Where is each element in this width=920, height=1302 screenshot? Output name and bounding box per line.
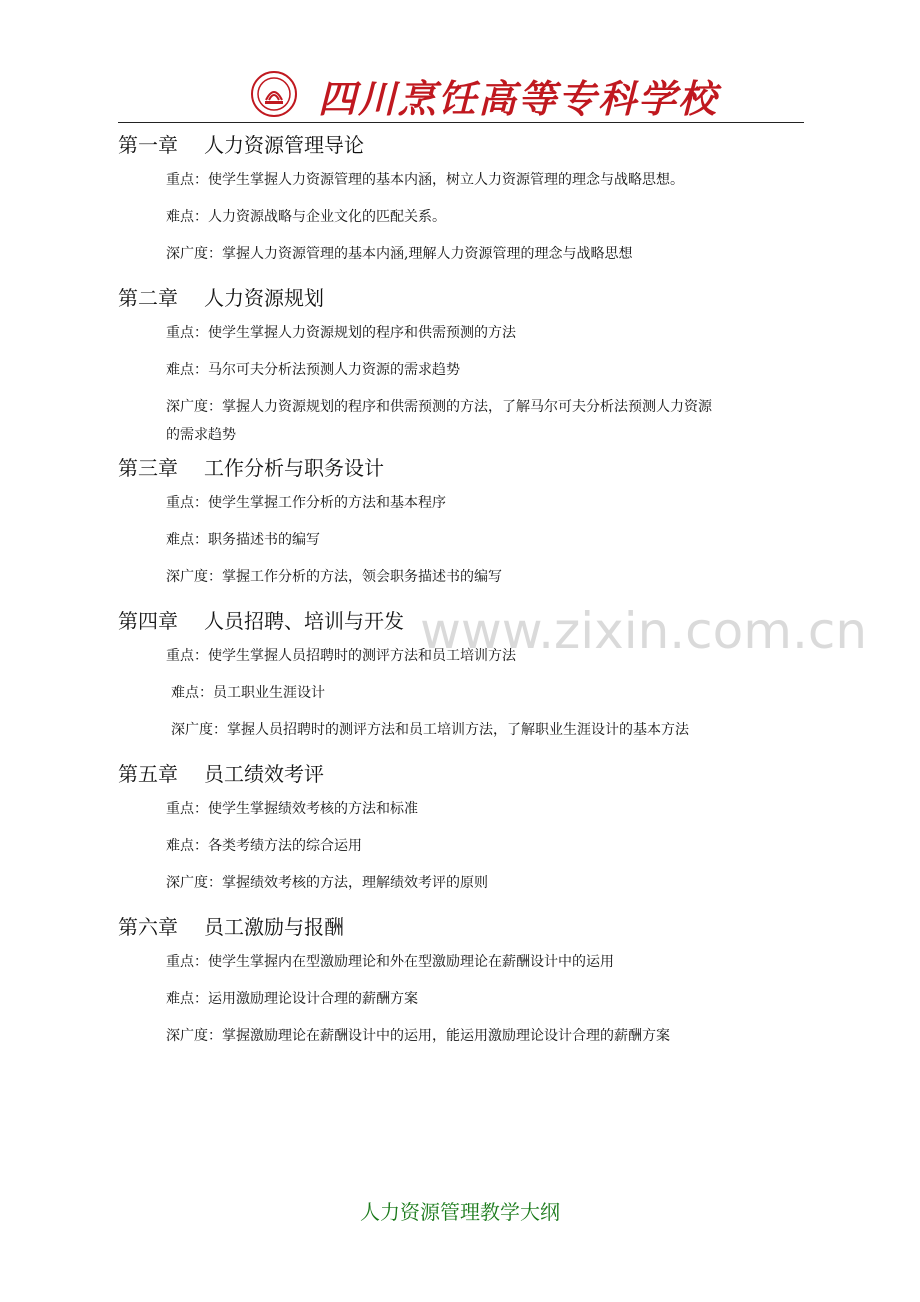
chapter-title: 人力资源规划	[204, 286, 324, 310]
syllabus-content	[118, 128, 808, 1063]
footer-title: 人力资源管理教学大纲	[360, 1200, 560, 1224]
chapter-heading: 第五章 员工绩效考评	[118, 762, 324, 786]
key-point: 重点：使学生掌握工作分析的方法和基本程序	[166, 495, 446, 511]
difficulty-point: 难点：各类考绩方法的综合运用	[166, 838, 362, 854]
difficulty-point: 难点：马尔可夫分析法预测人力资源的需求趋势	[166, 362, 460, 378]
chapter-heading: 第四章 人员招聘、培训与开发	[118, 609, 404, 633]
difficulty-point: 难点：职务描述书的编写	[166, 532, 320, 548]
key-point: 重点：使学生掌握人力资源管理的基本内涵，树立人力资源管理的理念与战略思想。	[166, 172, 684, 188]
chapter-heading: 第三章 工作分析与职务设计	[118, 456, 384, 480]
key-point: 重点：使学生掌握人员招聘时的测评方法和员工培训方法	[166, 648, 516, 664]
key-point: 重点：使学生掌握人力资源规划的程序和供需预测的方法	[166, 325, 516, 341]
depth-point: 深广度：掌握人力资源管理的基本内涵,理解人力资源管理的理念与战略思想	[166, 246, 633, 262]
chapter-title: 员工激励与报酬	[204, 915, 344, 939]
depth-point: 深广度：掌握人员招聘时的测评方法和员工培训方法，了解职业生涯设计的基本方法	[171, 722, 689, 738]
depth-point: 深广度：掌握激励理论在薪酬设计中的运用，能运用激励理论设计合理的薪酬方案	[166, 1028, 670, 1044]
chapter-heading: 第一章 人力资源管理导论	[118, 133, 364, 157]
page-header	[118, 62, 804, 123]
depth-point: 深广度：掌握人力资源规划的程序和供需预测的方法，了解马尔可夫分析法预测人力资源	[166, 399, 712, 415]
watermark: www.zixin.com.cn	[420, 602, 868, 660]
chapter-title: 人力资源管理导论	[204, 133, 364, 157]
chapter-title: 人员招聘、培训与开发	[204, 609, 404, 633]
chapter-heading: 第二章 人力资源规划	[118, 286, 324, 310]
depth-point: 深广度：掌握工作分析的方法，领会职务描述书的编写	[166, 569, 502, 585]
chapter-title: 员工绩效考评	[204, 762, 324, 786]
difficulty-point: 难点：人力资源战略与企业文化的匹配关系。	[166, 209, 446, 225]
chapter-heading: 第六章 员工激励与报酬	[118, 915, 344, 939]
school-seal-logo	[250, 70, 298, 118]
depth-point: 深广度：掌握绩效考核的方法，理解绩效考评的原则	[166, 875, 488, 891]
difficulty-point: 难点：员工职业生涯设计	[171, 685, 325, 701]
difficulty-point: 难点：运用激励理论设计合理的薪酬方案	[166, 991, 418, 1007]
key-point: 重点：使学生掌握绩效考核的方法和标准	[166, 801, 418, 817]
key-point: 重点：使学生掌握内在型激励理论和外在型激励理论在薪酬设计中的运用	[166, 954, 614, 970]
school-name-logo: 四川烹饪高等专科学校	[318, 76, 719, 121]
depth-point-continued: 的需求趋势	[166, 427, 236, 443]
chapter-title: 工作分析与职务设计	[204, 456, 384, 480]
